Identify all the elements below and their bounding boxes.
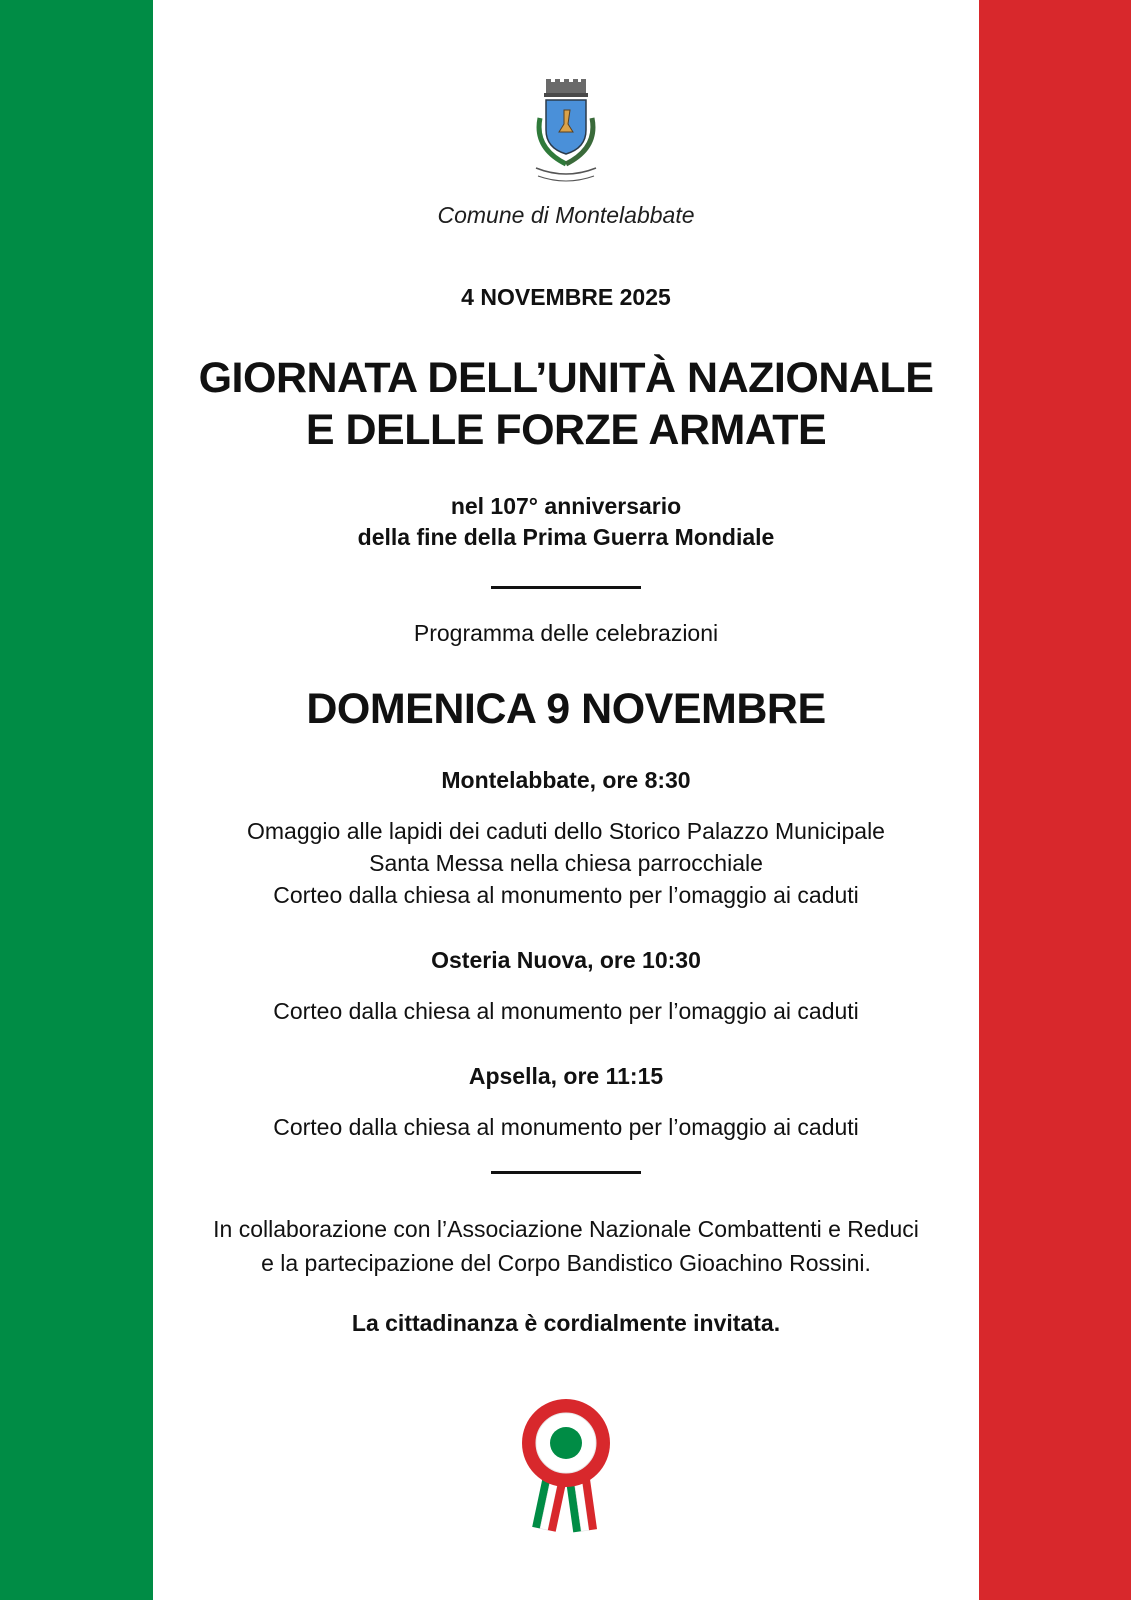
title-line-2: E DELLE FORZE ARMATE: [305, 406, 827, 454]
event-location-montelabbate: Montelabbate, ore 8:30: [441, 767, 691, 793]
subtitle-line-2: della fine della Prima Guerra Mondiale: [357, 524, 775, 550]
event-activities-osteria-nuova: [153, 995, 979, 1027]
event-location-apsella: Apsella, ore 11:15: [468, 1063, 664, 1089]
commemoration-date: 4 NOVEMBRE 2025: [461, 284, 671, 310]
activity-item: Corteo dalla chiesa al monumento per l’omaggio ai caduti: [273, 998, 859, 1024]
event-activities-apsella: [153, 1111, 979, 1143]
title-line-1: GIORNATA DELL’UNITÀ NAZIONALE: [198, 354, 934, 402]
subtitle: [153, 491, 979, 553]
municipality-name: Comune di Montelabbate: [437, 202, 695, 228]
activity-item: Corteo dalla chiesa al monumento per l’omaggio ai caduti: [273, 1114, 859, 1140]
subtitle-line-1: nel 107° anniversario: [450, 493, 682, 519]
activity-item: Santa Messa nella chiesa parrocchiale: [369, 850, 763, 876]
activity-item: Corteo dalla chiesa al monumento per l’omaggio ai caduti: [273, 882, 859, 908]
municipal-crest-icon: [526, 78, 606, 188]
collaboration-line-2: e la partecipazione del Corpo Bandistico Gioachino Rossini.: [261, 1250, 871, 1276]
invitation-text: La cittadinanza è cordialmente invitata.: [351, 1310, 781, 1336]
poster-content: [153, 0, 979, 1600]
flag-red-band: [979, 0, 1131, 1600]
event-day-heading: DOMENICA 9 NOVEMBRE: [306, 685, 826, 733]
page-title: [153, 352, 979, 456]
event-activities-montelabbate: [153, 815, 979, 911]
activity-item: Omaggio alle lapidi dei caduti dello Storico Palazzo Municipale: [247, 818, 885, 844]
programme-label: Programma delle celebrazioni: [413, 620, 719, 646]
divider: [491, 1171, 641, 1174]
tricolour-cockade-icon: [511, 1393, 621, 1543]
flag-green-band: [0, 0, 153, 1600]
collaboration-note: [153, 1212, 979, 1280]
divider: [491, 586, 641, 589]
event-location-osteria-nuova: Osteria Nuova, ore 10:30: [431, 947, 701, 973]
collaboration-line-1: In collaborazione con l’Associazione Nazionale Combattenti e Reduci: [213, 1216, 919, 1242]
